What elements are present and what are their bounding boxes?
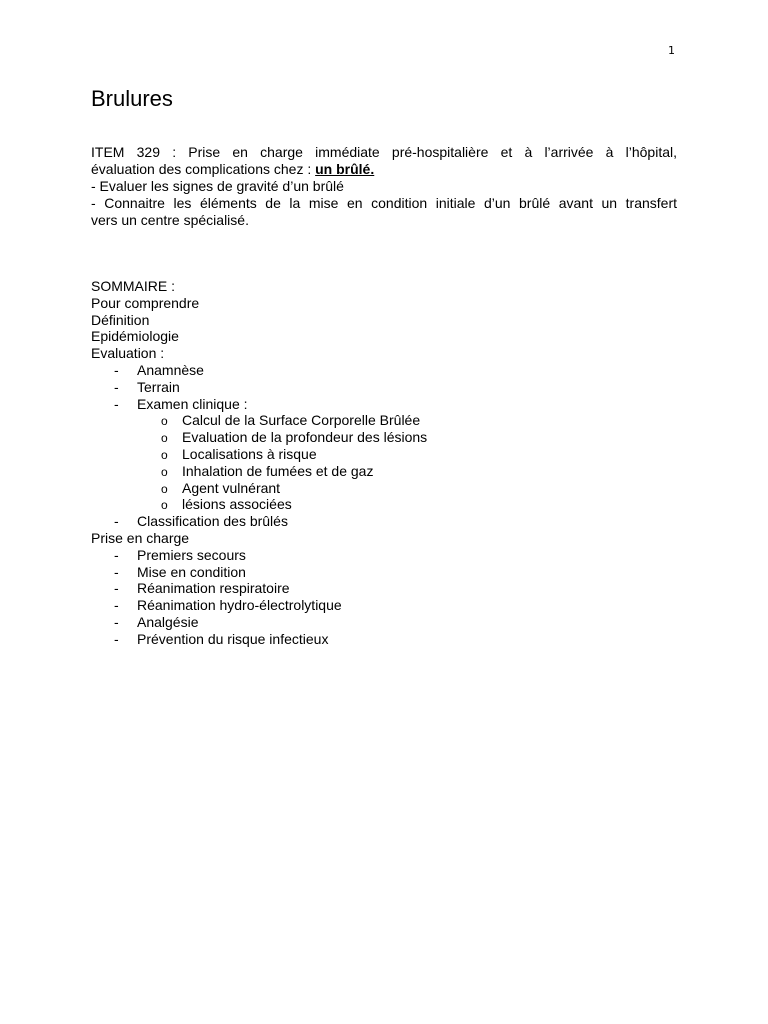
toc-subsubitem	[91, 446, 427, 463]
toc-subitem-label: Mise en condition	[137, 563, 246, 580]
toc-subitem-label: Terrain	[137, 378, 180, 395]
toc-subitem	[91, 631, 427, 648]
toc-subsubitem-label: Inhalation de fumées et de gaz	[182, 462, 374, 479]
dash-marker: -	[114, 563, 119, 580]
toc-subsubitem	[91, 412, 427, 429]
item-line-2	[91, 161, 677, 178]
toc-item: Evaluation :	[91, 345, 165, 362]
toc-item: Pour comprendre	[91, 294, 200, 311]
toc-subitem	[91, 614, 427, 631]
toc-subsubitem-label: lésions associées	[182, 496, 292, 513]
toc-item: Epidémiologie	[91, 328, 179, 345]
bullet-marker: o	[161, 447, 168, 462]
toc-heading: SOMMAIRE :	[91, 278, 176, 294]
objective-2-continued: vers un centre spécialisé.	[91, 212, 249, 228]
toc-subsubitem-label: Agent vulnérant	[182, 479, 281, 496]
objective-2: - Connaitre les éléments de la mise en condition initiale d’un brûlé avant un transfert	[91, 195, 677, 211]
dash-marker: -	[114, 597, 119, 614]
page-number: 1	[668, 44, 675, 57]
item-line-2-prefix: évaluation des complications chez :	[91, 161, 316, 177]
toc-subitem-label: Premiers secours	[137, 546, 246, 563]
dash-marker: -	[114, 378, 119, 395]
toc-subitem-label: Réanimation hydro-électrolytique	[137, 597, 342, 614]
bullet-marker: o	[161, 414, 168, 429]
toc-subitem	[91, 597, 427, 614]
toc-subsubitem	[91, 496, 427, 513]
bullet-marker: o	[161, 498, 168, 513]
toc-subitem	[91, 580, 427, 597]
document-title: Brulures	[91, 86, 173, 111]
toc-subitem	[91, 547, 427, 564]
toc-subitem-label: Réanimation respiratoire	[137, 580, 290, 597]
bullet-marker: o	[161, 481, 168, 496]
toc-subitem-label: Classification des brûlés	[137, 513, 288, 530]
toc-subitem	[91, 379, 427, 396]
toc-subitem	[91, 362, 427, 379]
toc-subsubitem-label: Localisations à risque	[182, 445, 317, 462]
item-line-2-emphasis: un brûlé.	[315, 161, 375, 177]
dash-marker: -	[114, 580, 119, 597]
toc-subitem	[91, 396, 427, 413]
objective-1: - Evaluer les signes de gravité d’un brûlé	[91, 178, 344, 194]
dash-marker: -	[114, 513, 119, 530]
toc-subsubitem	[91, 429, 427, 446]
dash-marker: -	[114, 546, 119, 563]
toc-subitem-label: Anamnèse	[137, 361, 204, 378]
toc-subitem-label: Examen clinique :	[137, 395, 248, 412]
item-line-1: ITEM 329 : Prise en charge immédiate pré-hospitalière et à l’arrivée à l’hôpital,	[91, 144, 677, 160]
toc-subitem-label: Prévention du risque infectieux	[137, 630, 329, 647]
toc-subitem	[91, 513, 427, 530]
dash-marker: -	[114, 613, 119, 630]
item-description	[91, 144, 677, 229]
table-of-contents	[91, 278, 427, 648]
dash-marker: -	[114, 361, 119, 378]
toc-item: Prise en charge	[91, 529, 190, 546]
bullet-marker: o	[161, 431, 168, 446]
toc-item: Définition	[91, 311, 150, 328]
toc-subsubitem	[91, 480, 427, 497]
toc-subsubitem-label: Evaluation de la profondeur des lésions	[182, 429, 428, 446]
dash-marker: -	[114, 630, 119, 647]
toc-subitem-label: Analgésie	[137, 613, 199, 630]
toc-subsubitem	[91, 463, 427, 480]
toc-subitem	[91, 564, 427, 581]
bullet-marker: o	[161, 464, 168, 479]
dash-marker: -	[114, 395, 119, 412]
toc-subsubitem-label: Calcul de la Surface Corporelle Brûlée	[182, 412, 421, 429]
